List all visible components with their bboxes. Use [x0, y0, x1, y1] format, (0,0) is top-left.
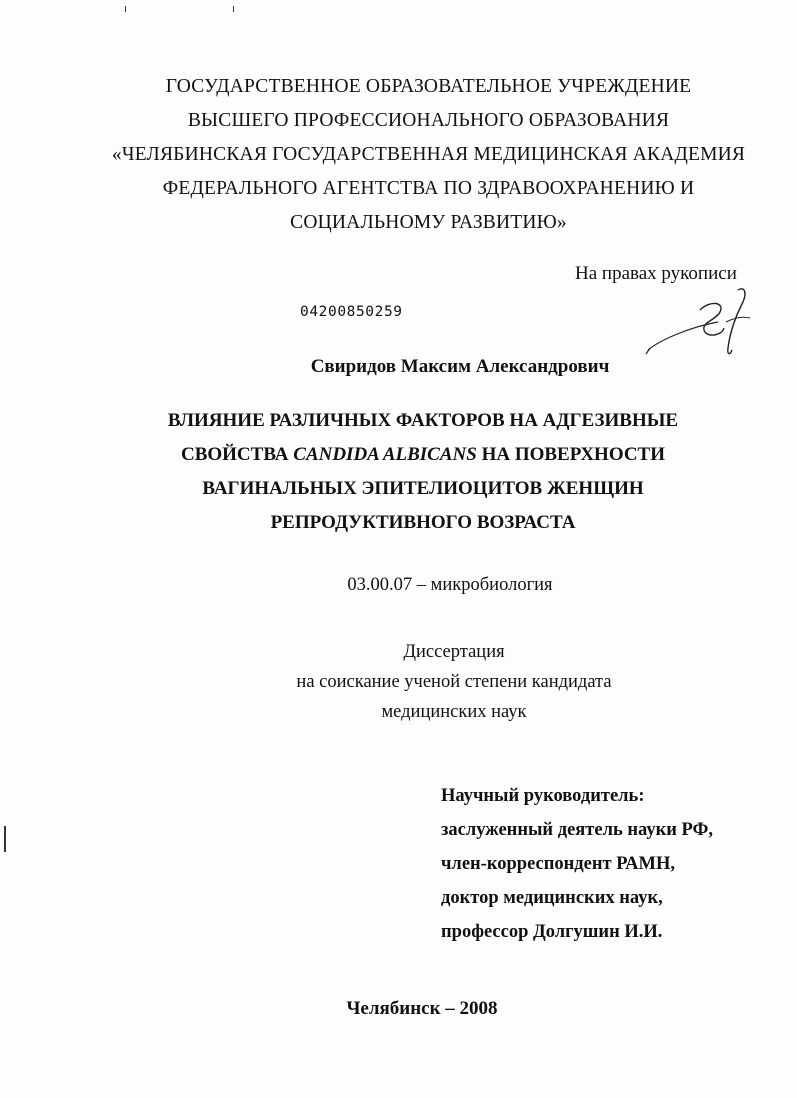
degree-line: медицинских наук	[381, 702, 527, 722]
institution-line: «ЧЕЛЯБИНСКАЯ ГОСУДАРСТВЕННАЯ МЕДИЦИНСКАЯ АКАДЕМИЯ	[111, 144, 746, 165]
degree-line: Диссертация	[403, 642, 505, 662]
handwritten-signature	[630, 282, 760, 362]
title-line2-suffix: НА ПОВЕРХНОСТИ	[481, 444, 666, 465]
title-line: ВАГИНАЛЬНЫХ ЭПИТЕЛИОЦИТОВ ЖЕНЩИН	[202, 478, 644, 499]
title-line: РЕПРОДУКТИВНОГО ВОЗРАСТА	[270, 512, 576, 533]
title-line2-prefix: СВОЙСТВА	[180, 444, 289, 465]
supervisor-line: член-корреспондент РАМН,	[441, 854, 676, 874]
manuscript-rights-note: На правах рукописи	[575, 263, 737, 284]
scientific-supervisor	[441, 779, 713, 949]
catalog-code: 04200850259	[300, 304, 403, 320]
institution-line: ФЕДЕРАЛЬНОГО АГЕНТСТВА ПО ЗДРАВООХРАНЕНИЮ И	[162, 178, 695, 199]
degree-line: на соискание ученой степени кандидата	[296, 672, 612, 692]
scan-mark	[125, 6, 126, 12]
scan-mark	[4, 826, 6, 852]
scan-mark	[233, 6, 234, 12]
city-year: Челябинск – 2008	[346, 998, 498, 1019]
supervisor-line: Научный руководитель:	[441, 786, 645, 806]
supervisor-line: профессор Долгушин И.И.	[441, 922, 663, 942]
title-line: ВЛИЯНИЕ РАЗЛИЧНЫХ ФАКТОРОВ НА АДГЕЗИВНЫЕ	[167, 410, 679, 431]
institution-line: СОЦИАЛЬНОМУ РАЗВИТИЮ»	[290, 212, 567, 233]
author-name: Свиридов Максим Александрович	[310, 356, 610, 377]
institution-line: ВЫСШЕГО ПРОФЕССИОНАЛЬНОГО ОБРАЗОВАНИЯ	[187, 110, 670, 131]
supervisor-line: заслуженный деятель науки РФ,	[441, 820, 714, 840]
title-organism-name: CANDIDA ALBICANS	[293, 444, 477, 465]
institution-header	[60, 70, 797, 240]
specialty-code: 03.00.07 – микробиология	[347, 575, 553, 595]
title-line	[0, 438, 797, 472]
institution-line: ГОСУДАРСТВЕННОЕ ОБРАЗОВАТЕЛЬНОЕ УЧРЕЖДЕНИЕ	[165, 76, 692, 97]
dissertation-degree	[0, 637, 797, 727]
dissertation-title	[0, 404, 797, 540]
supervisor-line: доктор медицинских наук,	[441, 888, 663, 908]
